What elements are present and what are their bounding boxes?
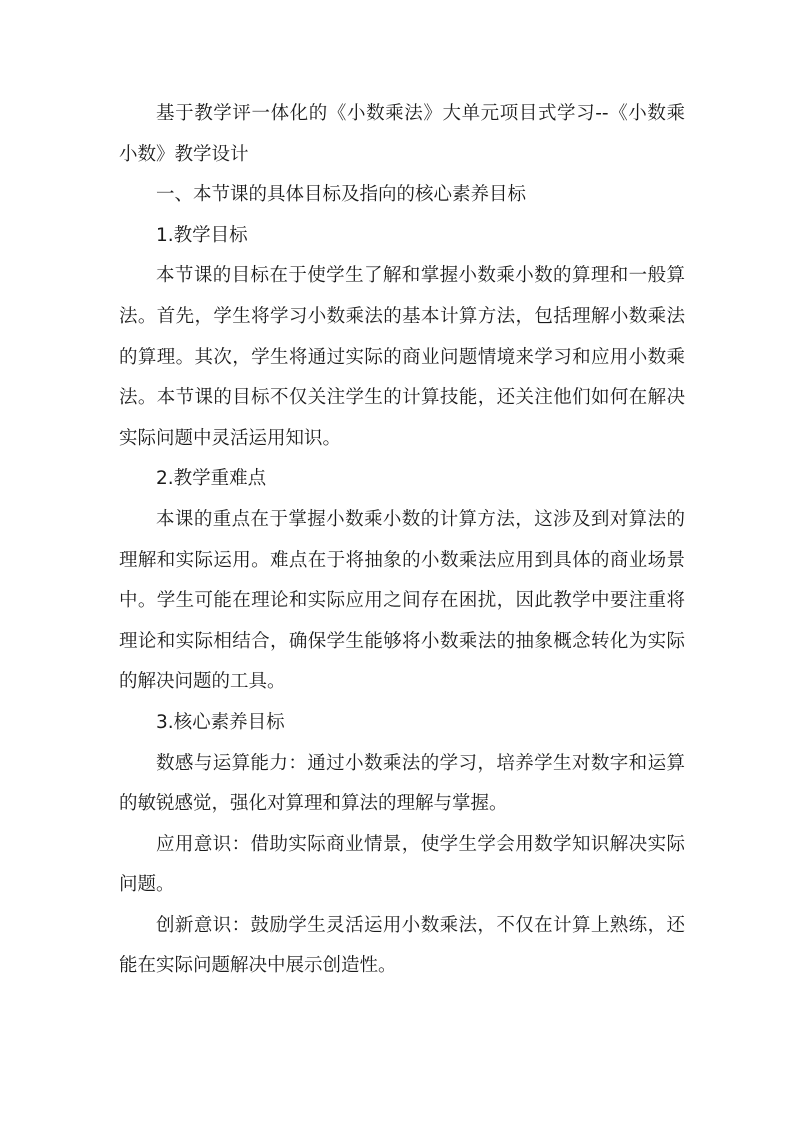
goal-paragraph: 本节课的目标在于使学生了解和掌握小数乘小数的算理和一般算法。首先，学生将学习小数乘法的基本计算方法，包括理解小数乘法的算理。其次，学生将通过实际的商业问题情境来学习和应用小数乘法。本节课的目标不仅关注学生的计算技能，还关注他们如何在解决实际问题中灵活运用知识。 <box>119 265 685 449</box>
document-body <box>119 94 685 987</box>
literacy-number-sense-paragraph: 数感与运算能力：通过小数乘法的学习，培养学生对数字和运算的敏锐感觉，强化对算理和算法的理解与掌握。 <box>119 752 685 815</box>
literacy-innovation-paragraph: 创新意识：鼓励学生灵活运用小数乘法，不仅在计算上熟练，还能在实际问题解决中展示创造性。 <box>119 914 685 977</box>
document-title: 基于教学评一体化的《小数乘法》大单元项目式学习--《小数乘小数》教学设计 <box>119 103 685 165</box>
section-heading: 一、本节课的具体目标及指向的核心素养目标 <box>156 184 527 206</box>
literacy-application-paragraph: 应用意识：借助实际商业情景，使学生学会用数学知识解决实际问题。 <box>119 833 685 896</box>
key-points-heading: 2.教学重难点 <box>156 468 267 490</box>
literacy-heading: 3.核心素养目标 <box>156 711 285 733</box>
goal-heading: 1.教学目标 <box>156 224 248 246</box>
key-points-paragraph: 本课的重点在于掌握小数乘小数的计算方法，这涉及到对算法的理解和实际运用。难点在于将抽象的小数乘法应用到具体的商业场景中。学生可能在理论和实际应用之间存在困扰，因此教学中要注重将理论和实际相结合，确保学生能够将小数乘法的抽象概念转化为实际的解决问题的工具。 <box>119 508 685 693</box>
